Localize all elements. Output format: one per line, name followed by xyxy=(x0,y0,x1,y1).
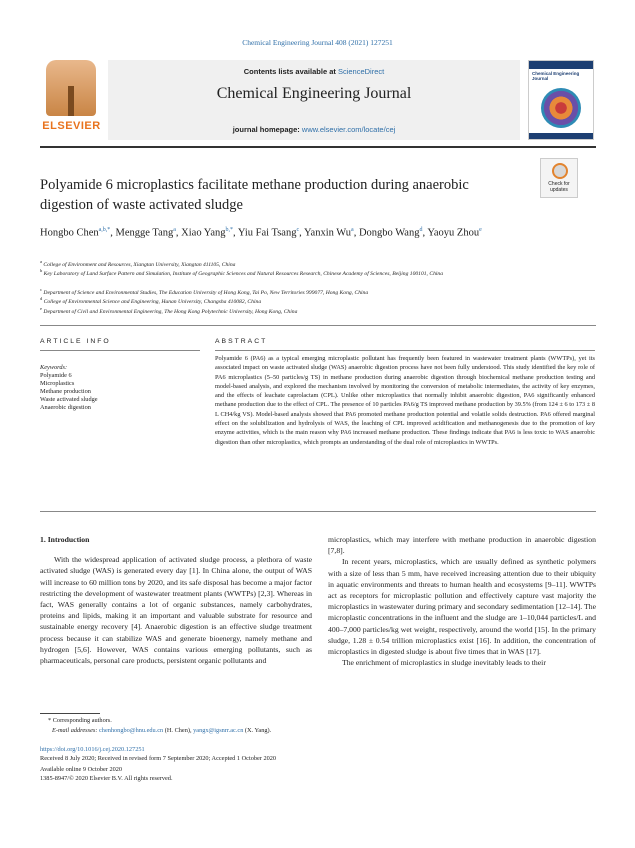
affiliation-e: $^e$ Department of Civil and Environmental Engineering, The Hong Kong Polytechnic University, Hong Kong, China xyxy=(40,306,298,315)
journal-cover-thumbnail[interactable] xyxy=(528,60,594,140)
author-affiliation-marker[interactable]: c xyxy=(296,227,300,233)
affiliation-c: $^c$ Department of Science and Environmental Studies, The Education University of Hong Kong, Tai Po, New Territories 999077, Hong Kong, China xyxy=(40,287,369,296)
author-affiliation-marker[interactable]: d xyxy=(419,227,423,233)
keyword: Waste activated sludge xyxy=(40,396,98,403)
intro-right-column xyxy=(328,534,596,668)
journal-banner xyxy=(108,60,520,140)
intro-paragraph: The enrichment of microplastics in sludge inevitably leads to their xyxy=(342,658,546,668)
elsevier-tree-icon xyxy=(46,60,96,116)
contents-line: Contents lists available at ScienceDirect xyxy=(243,67,385,76)
author-affiliation-marker[interactable]: a xyxy=(351,227,354,233)
affiliation-b: $^b$ Key Laboratory of Land Surface Pattern and Simulation, Institute of Geographic Sciences and Natural Resources Research, Chinese Academy of Sciences, Beijing 100101, China xyxy=(40,268,444,277)
intro-paragraph: With the widespread application of activated sludge process, a plethora of waste activated sludge (WAS) is generated every day [1]. In China alone, the output of WAS will increase to 60 million tons by 2020, and its safe disposal has become a major factor restricting the development of wastewater treatment plants (WWTPs) [2,3]. Whereas in fact, WAS generally contains a lot of organic substances, namely carbohydrates, proteins and lipids, making it an important and valuable substrate for resource and sustainable energy recovery [4]. Anaerobic digestion is an effective sludge treatment process because it can stabilize WAS and generate bioenergy, namely methane and hydrogen [5,6]. However, WAS contains various emerging pollutants, such as pharmaceuticals, personal care products, persistent organic pollutants and xyxy=(40,555,312,666)
affiliation-a: $^a$ College of Environment and Resources, Xiangtan University, Xiangtan 411105, China xyxy=(40,259,236,268)
journal-title: Chemical Engineering Journal xyxy=(216,85,412,102)
sciencedirect-link[interactable]: ScienceDirect xyxy=(337,67,385,76)
author-list: Hongbo Chen$^{a,b,*}$, Mengge Tang$^a$, Xiao Yang$^{b,*}$, Yiu Fai Tsang$^c$, Yanxin Wu$^a$, Dongbo Wang$^d$, Yaoyu Zhou$^e$ xyxy=(40,227,482,239)
journal-citation[interactable]: Chemical Engineering Journal 408 (2021) 127251 xyxy=(242,38,393,47)
check-updates-label: Check for updates xyxy=(548,181,570,193)
author-name[interactable]: Yaoyu Zhou xyxy=(427,227,480,239)
affiliation-d: $^d$ College of Environmental Science and Engineering, Hunan University, Changsha 410082, China xyxy=(40,296,262,305)
keyword: Polyamide 6 xyxy=(40,372,72,379)
abstract-rule xyxy=(215,350,595,351)
keywords-block xyxy=(40,364,200,412)
author-name[interactable]: Yiu Fai Tsang xyxy=(237,227,297,239)
received-dates: Received 8 July 2020; Received in revised form 7 September 2020; Accepted 1 October 2020 xyxy=(40,755,277,762)
email-line: E-mail addresses: chenhongbo@hnu.edu.cn (H. Chen), yangx@igsnrr.ac.cn (X. Yang). xyxy=(52,727,272,734)
cover-graphic-icon xyxy=(541,88,581,128)
email-link[interactable]: chenhongbo@hnu.edu.cn xyxy=(99,727,164,734)
intro-heading: 1. Introduction xyxy=(40,535,90,544)
abstract-bottom-rule xyxy=(40,511,596,512)
journal-homepage: journal homepage: www.elsevier.com/locate/cej xyxy=(232,125,396,134)
keyword: Microplastics xyxy=(40,380,75,387)
author-name[interactable]: Mengge Tang xyxy=(115,227,174,239)
available-online: Available online 9 October 2020 xyxy=(40,766,123,773)
keywords-label: Keywords: xyxy=(40,364,68,371)
check-for-updates-button[interactable] xyxy=(540,158,578,198)
publisher-name: ELSEVIER xyxy=(42,120,101,132)
intro-left-column xyxy=(40,534,312,666)
email-link[interactable]: yangx@igsnrr.ac.cn xyxy=(193,727,244,734)
article-info-rule xyxy=(40,350,200,351)
intro-paragraph: In recent years, microplastics, which are usually defined as synthetic polymers with a size of less than 5 mm, have received increasing attention due to their ubiquity in aquatic environments and threats to human health and ecosystems [9–11]. WWTPs act as receptors for microplastic pollution and effectively capture vast majority the microplastics in wastewater during primary and secondary sedimentation [12–14]. The microplastic concentrations in the influent and the sludge are 1–10,044 particles/L and 400–7,000 particles/kg wet weight, respectively, around the world [15]. In the primary sludge, 1.28 ± 0.54 trillion microplastics exist [16]. In addition, the concentration of microplastics in digested sludge is about five times that in WAS [17]. xyxy=(328,557,596,657)
abstract-text: Polyamide 6 (PA6) as a typical emerging microplastic pollutant has frequently been featured in wastewater treatment plants (WWTPs), yet its associated impact on waste activated sludge (WAS) anaerobic digestion process have not been fully understood. This study identified the key role of PA6 microplastics (5–50 particles/g TS) in methane production during anaerobic digestion through biochemical methane production testing and model-based analysis, and explored the mechanism involved by monitoring the conversion of metabolic intermediates, the activity of key enzymes, and the effects of leachate caprolactam (CPL). Unlike other microplastics that normally inhibit anaerobic digestion, PA6 significantly enhanced methane production due to the effect of CPL. The presence of 10 particles PA6/g TS improved methane production by 39.5% (from 124 ± 6 to 173 ± 8 L CH4/kg VS). Model-based analysis showed that PA6 promoted methane production potential and volatile solids destruction. PA6 offered marginal effect on the solubilization and hydrolysis of WAS, the leaching of CPL improved acidification and methanogenesis due to the promotion of key enzyme activities, which is the main reason why PA6 increased methane production. These findings indicate that PA6 is less toxic to WAS anaerobic digestion than other microplastics, which prompts an understanding of the dual role of microplastics in WWTPs. xyxy=(215,355,595,446)
elsevier-logo xyxy=(40,60,103,138)
author-affiliation-marker[interactable]: a,b,* xyxy=(98,227,111,233)
footnote-rule xyxy=(40,713,100,714)
doi-link[interactable]: https://doi.org/10.1016/j.cej.2020.127251 xyxy=(40,746,145,753)
intro-paragraph: microplastics, which may interfere with methane production in anaerobic digestion [7,8]. xyxy=(328,535,596,556)
affiliation-rule xyxy=(40,325,596,326)
author-name[interactable]: Dongbo Wang xyxy=(358,227,420,239)
author-affiliation-marker[interactable]: b,* xyxy=(225,227,233,233)
abstract-heading: ABSTRACT xyxy=(215,338,268,345)
check-updates-icon xyxy=(552,163,568,179)
author-name[interactable]: Yanxin Wu xyxy=(304,227,352,239)
author-name[interactable]: Xiao Yang xyxy=(181,227,226,239)
article-title: Polyamide 6 microplastics facilitate methane production during anaerobic digestion of waste activated sludge xyxy=(40,177,469,213)
copyright: 1385-8947/© 2020 Elsevier B.V. All rights reserved. xyxy=(40,775,173,782)
author-name[interactable]: Hongbo Chen xyxy=(40,227,99,239)
homepage-link[interactable]: www.elsevier.com/locate/cej xyxy=(301,125,396,134)
article-info-heading: ARTICLE INFO xyxy=(40,338,111,345)
author-affiliation-marker[interactable]: e xyxy=(479,227,482,233)
author-affiliation-marker[interactable]: a xyxy=(173,227,176,233)
keyword: Methane production xyxy=(40,388,91,395)
cover-title: Chemical Engineering Journal xyxy=(532,71,580,81)
corresponding-note: * Corresponding authors. xyxy=(48,717,112,724)
keyword: Anaerobic digestion xyxy=(40,404,91,411)
header-rule xyxy=(40,146,596,148)
